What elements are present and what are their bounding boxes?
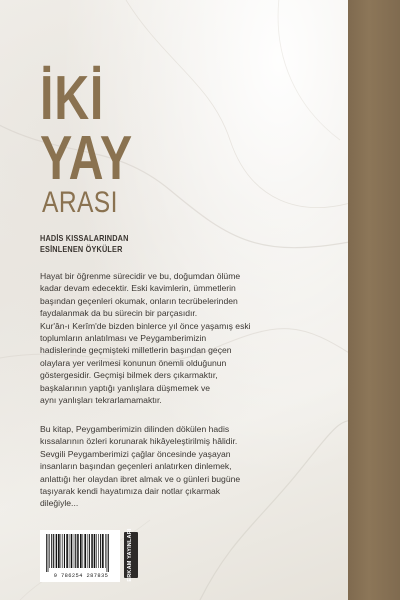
text-line: başkalarının yaptığı yanlışlara düşmemek ve xyxy=(40,382,211,393)
barcode-bar xyxy=(49,534,50,568)
text-line: Bu kitap, Peygamberimizin dilinden dökülen hadis xyxy=(40,424,230,434)
text-line: anlattığı her olaydan ibret almak ve o günleri bugüne xyxy=(40,473,241,484)
text-line: başından geçenleri okumak, onların tecrübelerinden xyxy=(40,295,238,306)
isbn-barcode xyxy=(40,530,120,582)
publisher-logo xyxy=(124,528,138,582)
publisher-logo-text: ERKAM YAYINLARI xyxy=(127,528,134,582)
barcode-bar xyxy=(75,534,76,568)
book-spine xyxy=(348,0,400,600)
title-line-2: YAY xyxy=(40,124,133,193)
isbn-number: 9 786254 287835 xyxy=(53,573,109,579)
barcode-bar xyxy=(62,534,63,568)
barcode-bar xyxy=(96,534,97,568)
barcode-bar xyxy=(61,534,62,568)
barcode-bar xyxy=(80,534,82,568)
barcode-bar xyxy=(107,534,108,572)
barcode-bar xyxy=(56,534,58,568)
barcode-bars xyxy=(45,534,115,572)
barcode-bar xyxy=(74,534,75,568)
barcode-bar xyxy=(71,534,73,568)
title-line-1: İKİ xyxy=(40,64,105,133)
text-line: kıssalarının özleri korunarak hikâyeleştirilmiş hâlidir. xyxy=(40,436,238,447)
text-line: Kur'ân-ı Kerîm'de bizden binlerce yıl önce yaşamış eski xyxy=(40,320,251,331)
back-text-paragraph-1 xyxy=(40,270,290,406)
subtitle-line-2: ESİNLENEN ÖYKÜLER xyxy=(40,244,123,254)
barcode-bar xyxy=(64,534,65,568)
barcode-bar xyxy=(102,534,104,568)
text-line: göstergesidir. Geçmişi bilmek ders çıkarmaktır, xyxy=(40,370,218,381)
text-line: Sevgili Peygamberimizi çağlar öncesinde yaşayan xyxy=(40,448,231,459)
text-line: kadar devam edecektir. Eski kavimlerin, ümmetlerin xyxy=(40,283,236,294)
barcode-bar xyxy=(98,534,99,568)
barcode-bar xyxy=(91,534,93,568)
barcode-bar xyxy=(77,534,79,568)
text-line: aynı yanlışları tekrarlamamaktır. xyxy=(40,395,162,406)
text-line: faydalanmak da bu sürecin bir parçasıdır. xyxy=(40,308,198,319)
text-line: taşıyarak kendi hayatımıza dair notlar çıkarmak xyxy=(40,486,221,497)
barcode-bar xyxy=(48,534,49,572)
text-line: toplumların anlatılması ve Peygamberimizin xyxy=(40,333,207,344)
barcode-bar xyxy=(58,534,60,568)
barcode-bar xyxy=(51,534,52,568)
title-line-3: ARASI xyxy=(42,186,118,219)
barcode-bar xyxy=(100,534,101,568)
barcode-bar xyxy=(87,534,88,568)
barcode-bar xyxy=(69,534,70,568)
barcode-bar xyxy=(108,534,109,572)
text-line: insanların başından geçenleri anlatırken dinlemek, xyxy=(40,461,232,472)
barcode-bar xyxy=(84,534,86,568)
barcode-bar xyxy=(53,534,54,568)
text-line: dileğiyle... xyxy=(40,498,79,509)
barcode-bar xyxy=(83,534,84,568)
barcode-bar xyxy=(66,534,68,568)
back-text-paragraph-2 xyxy=(40,423,290,510)
barcode-bar xyxy=(89,534,90,568)
text-line: hadislerinde geçmişteki milletlerin başından geçen xyxy=(40,345,232,356)
text-line: olaylara yer verilmesi konunun önemli olduğunun xyxy=(40,357,227,368)
subtitle-line-1: HADİS KISSALARINDAN xyxy=(40,233,129,243)
barcode-bar xyxy=(105,534,106,568)
barcode-bar xyxy=(94,534,96,568)
barcode-bar xyxy=(46,534,47,572)
text-line: Hayat bir öğrenme sürecidir ve bu, doğumdan ölüme xyxy=(40,271,241,281)
